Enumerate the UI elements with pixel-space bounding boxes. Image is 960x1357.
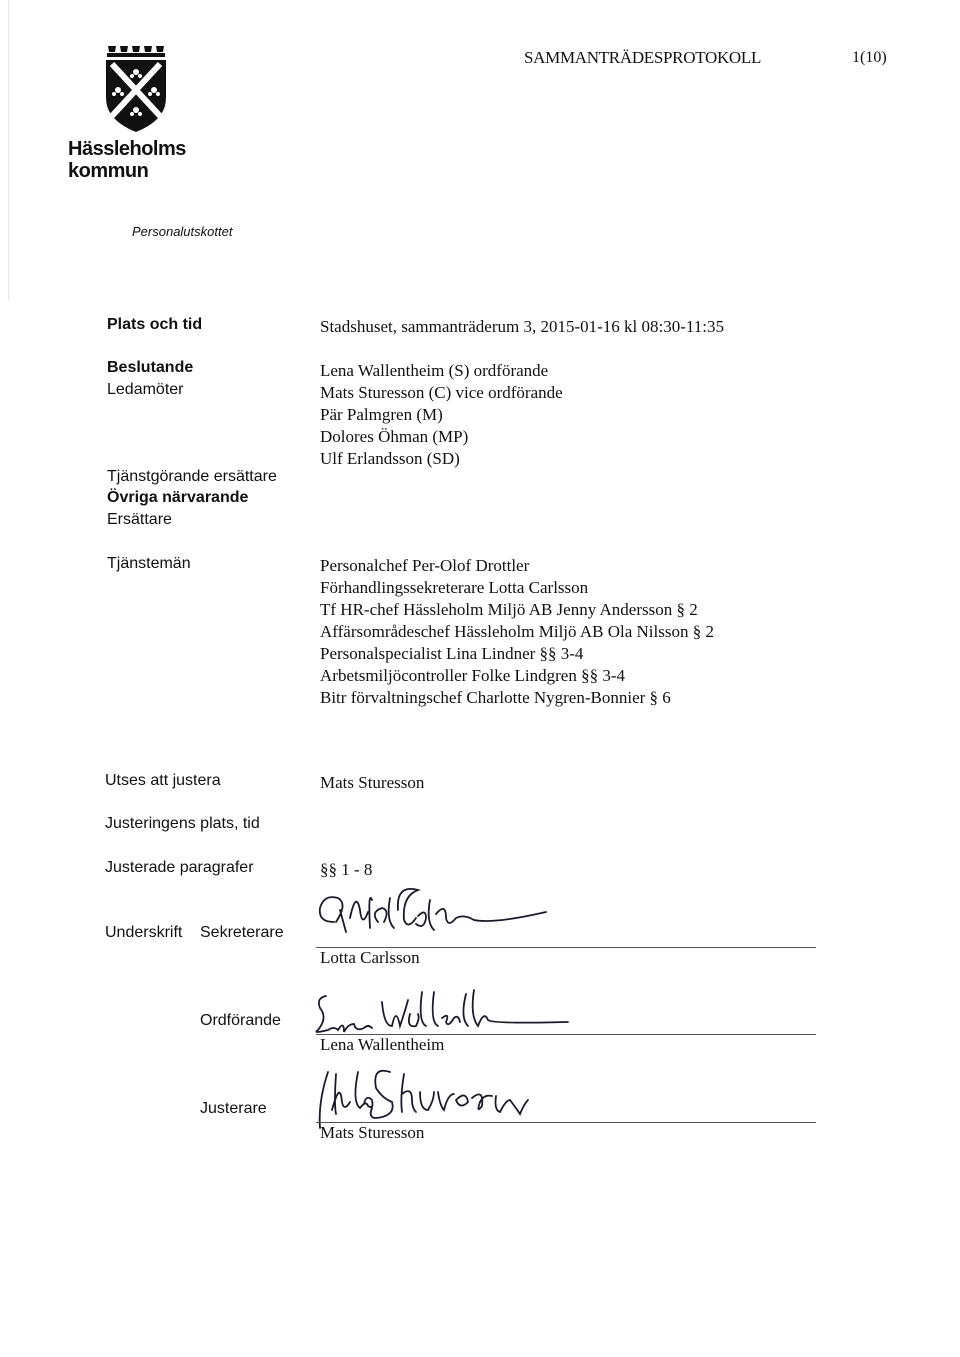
secretary-name: Lotta Carlsson — [320, 948, 420, 967]
signature-label: Underskrift — [105, 924, 183, 941]
adjuster-role-label: Justerare — [200, 1100, 267, 1117]
scan-edge-mark — [8, 0, 9, 300]
adjuster-name: Mats Sturesson — [320, 1123, 425, 1142]
list-item: Tf HR-chef Hässleholm Miljö AB Jenny Andersson § 2 — [320, 600, 698, 619]
others-present-label: Övriga närvarande — [107, 489, 249, 506]
officials-list — [320, 555, 714, 709]
secretary-role-label: Sekreterare — [200, 924, 284, 941]
appointed-adjuster-value: Mats Sturesson — [320, 773, 425, 792]
organization-name-line1: Hässleholms — [68, 138, 186, 160]
secretary-signature-icon — [306, 880, 566, 950]
adjusted-paragraphs-label: Justerade paragrafer — [105, 859, 254, 876]
members-label: Ledamöter — [107, 381, 184, 398]
page-number: 1(10) — [852, 49, 887, 66]
list-item: Mats Sturesson (C) vice ordförande — [320, 383, 563, 402]
list-item: Affärsområdeschef Hässleholm Miljö AB Ola Nilsson § 2 — [320, 622, 714, 641]
appointed-adjuster-label: Utses att justera — [105, 772, 221, 789]
list-item: Bitr förvaltningschef Charlotte Nygren-Bonnier § 6 — [320, 688, 671, 707]
document-title: SAMMANTRÄDESPROTOKOLL — [524, 48, 762, 67]
list-item: Dolores Öhman (MP) — [320, 427, 469, 446]
serving-deputies-label: Tjänstgörande ersättare — [107, 468, 277, 485]
members-list — [320, 360, 563, 470]
officials-label: Tjänstemän — [107, 555, 191, 572]
list-item: Förhandlingssekreterare Lotta Carlsson — [320, 578, 589, 597]
list-item: Personalspecialist Lina Lindner §§ 3-4 — [320, 644, 584, 663]
deputies-label: Ersättare — [107, 511, 172, 528]
place-time-value: Stadshuset, sammanträderum 3, 2015-01-16 kl 08:30-11:35 — [320, 317, 725, 336]
adjusted-paragraphs-value: §§ 1 - 8 — [320, 860, 373, 879]
list-item: Pär Palmgren (M) — [320, 405, 443, 424]
chair-role-label: Ordförande — [200, 1012, 281, 1029]
adjustment-place-time-label: Justeringens plats, tid — [105, 815, 260, 832]
list-item: Arbetsmiljöcontroller Folke Lindgren §§ 3-4 — [320, 666, 625, 685]
committee-name: Personalutskottet — [132, 224, 233, 239]
list-item: Ulf Erlandsson (SD) — [320, 449, 460, 468]
place-time-label: Plats och tid — [107, 316, 203, 333]
organization-name-line2: kommun — [68, 160, 149, 182]
chair-signature-icon — [310, 984, 570, 1040]
list-item: Personalchef Per-Olof Drottler — [320, 556, 530, 575]
organization-name — [68, 138, 186, 182]
municipality-crest-icon — [104, 44, 168, 134]
decision-makers-label: Beslutande — [107, 359, 194, 376]
list-item: Lena Wallentheim (S) ordförande — [320, 361, 549, 380]
chair-name: Lena Wallentheim — [320, 1035, 445, 1054]
